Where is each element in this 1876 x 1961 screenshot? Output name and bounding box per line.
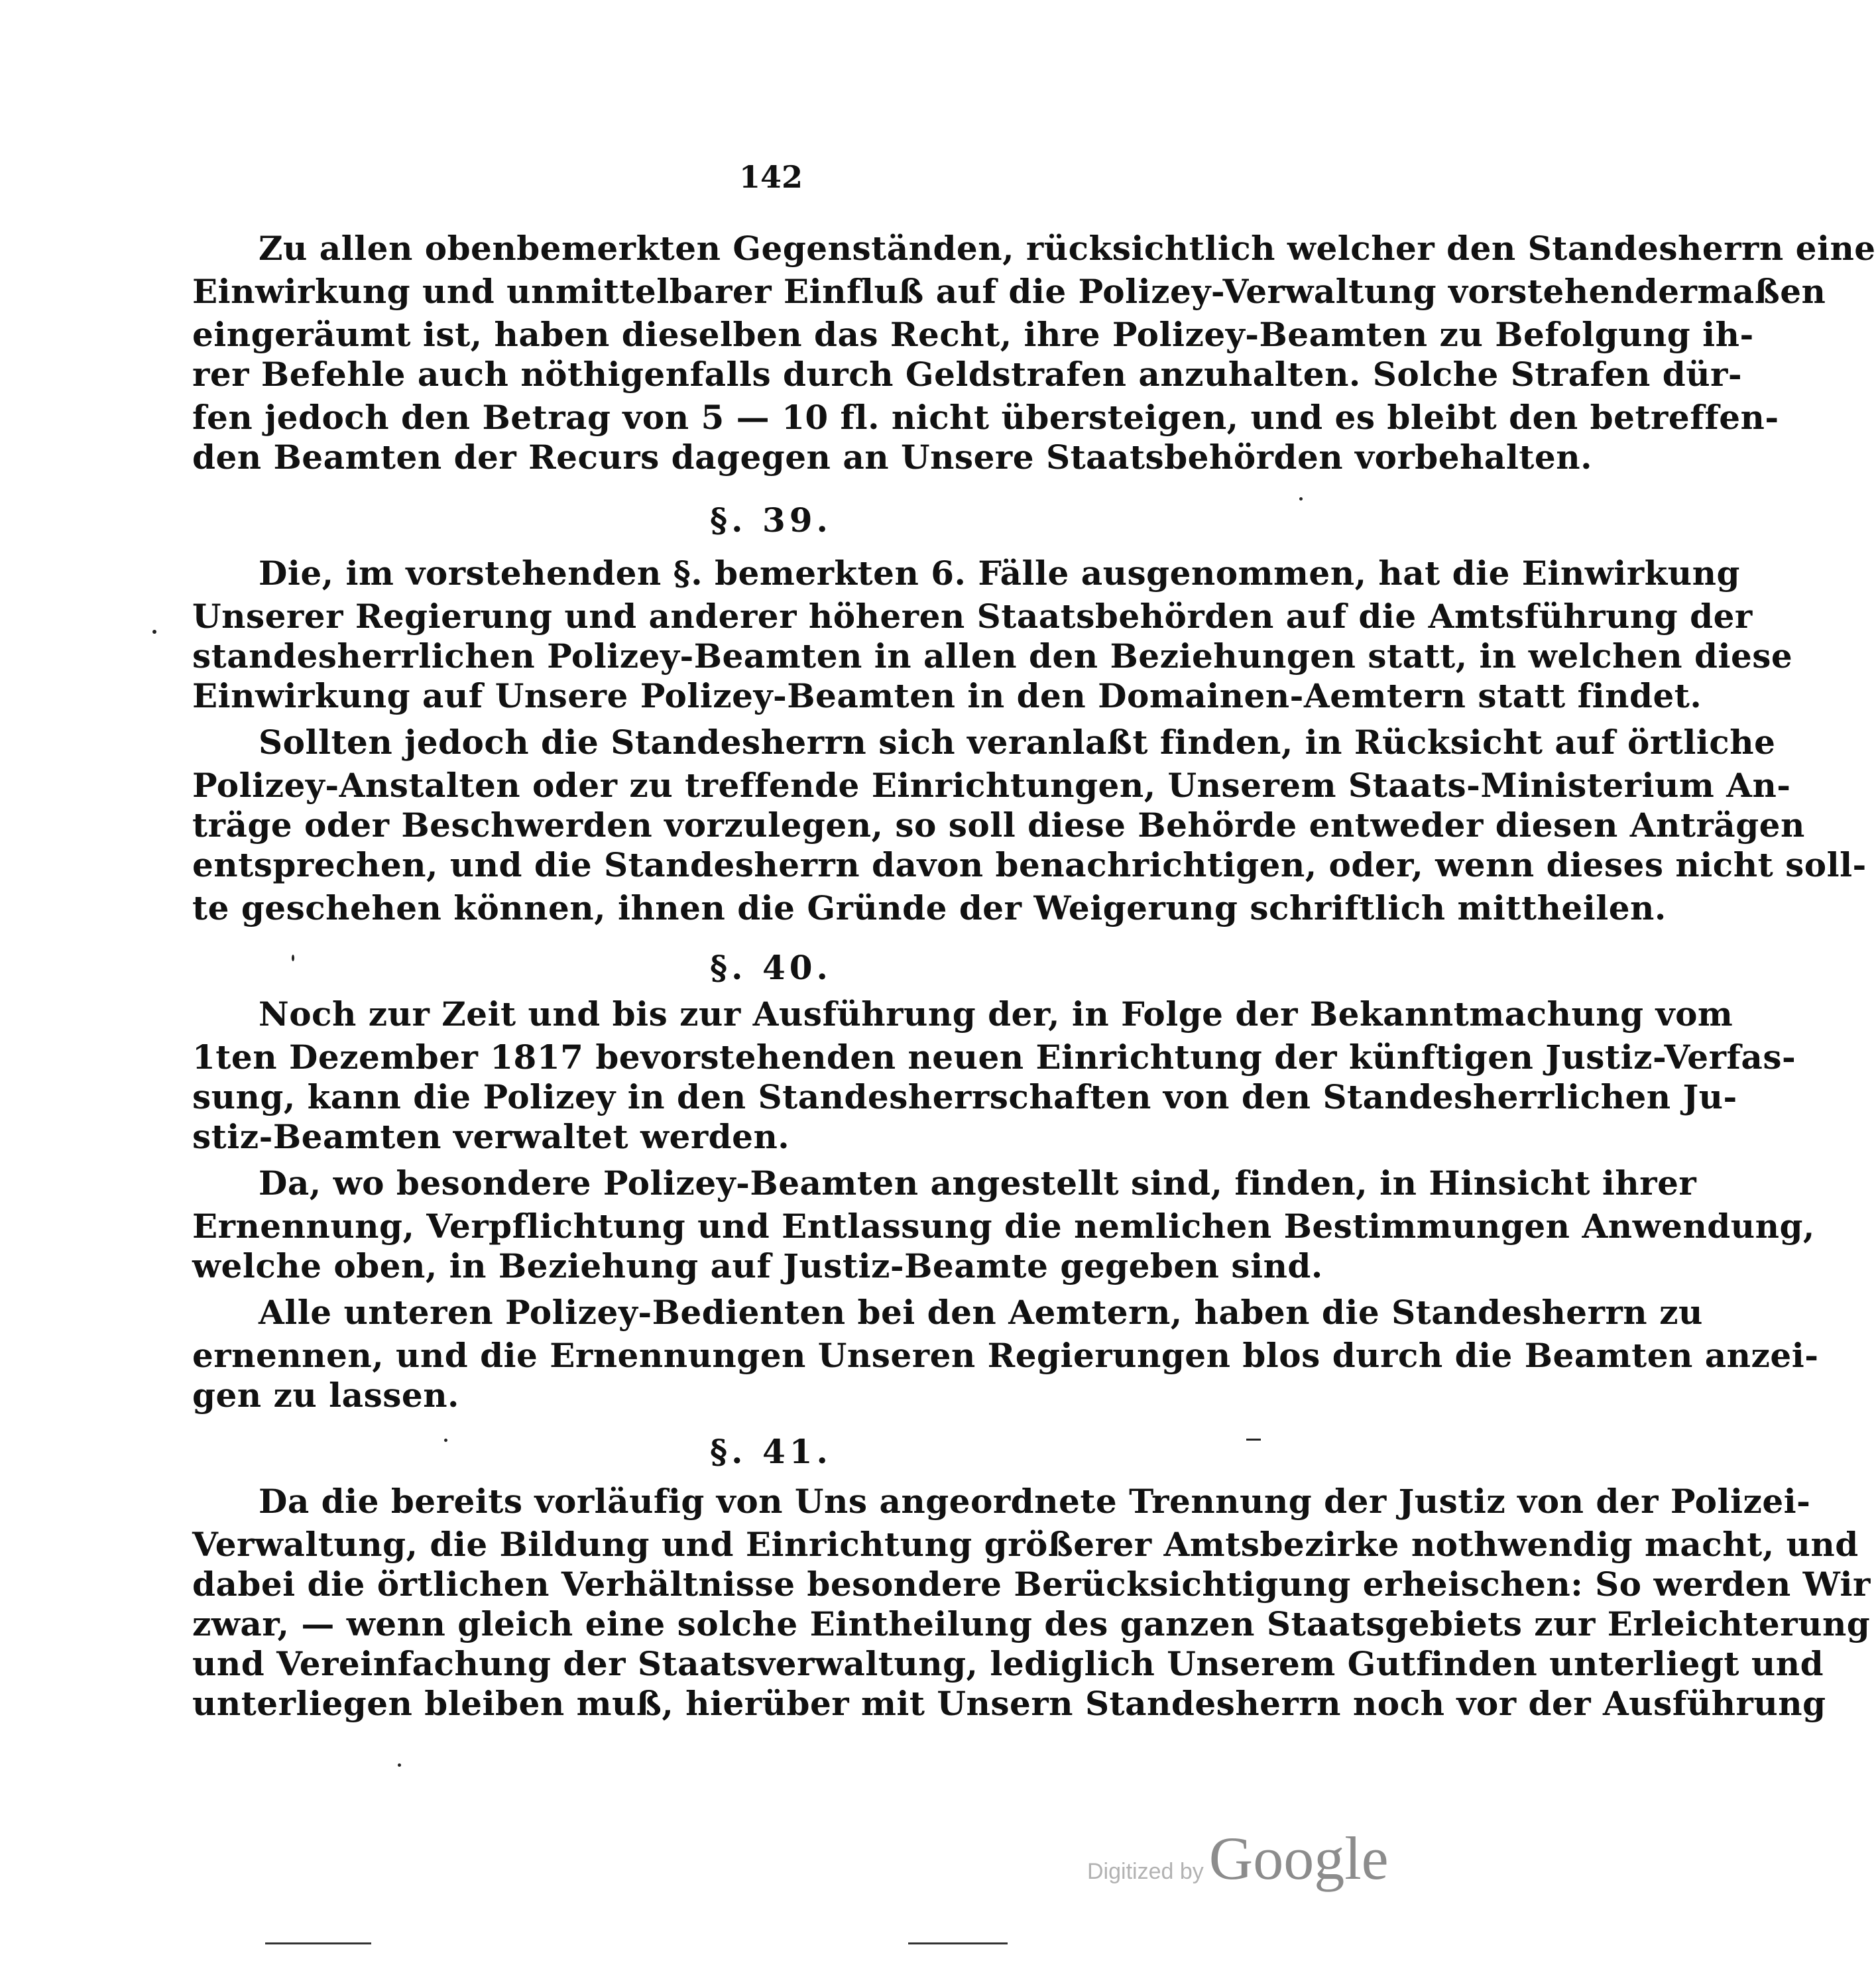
google-logo: Google — [1208, 1824, 1389, 1892]
page-edge-rule — [265, 1942, 371, 1944]
text-line: Polizey-Anstalten oder zu treffende Einrichtungen, Unserem Staats-Ministerium An- — [192, 766, 1791, 805]
text-line: Noch zur Zeit und bis zur Ausführung der, in Folge der Bekanntmachung vom — [259, 994, 1733, 1034]
text-line: dabei die örtlichen Verhältnisse besondere Berücksichtigung erheischen: So werden Wir — [192, 1565, 1871, 1604]
text-line: fen jedoch den Betrag von 5 — 10 fl. nicht übersteigen, und es bleibt den betreffen- — [192, 398, 1779, 437]
text-line: den Beamten der Recurs dagegen an Unsere Staatsbehörden vorbehalten. — [192, 438, 1592, 477]
text-line: unterliegen bleiben muß, hierüber mit Unsern Standesherrn noch vor der Ausführung — [192, 1684, 1826, 1723]
text-line: Einwirkung auf Unsere Polizey-Beamten in den Domainen-Aemtern statt findet. — [192, 676, 1702, 715]
text-line: welche oben, in Beziehung auf Justiz-Beamte gegeben sind. — [192, 1246, 1323, 1285]
scan-speck — [398, 1763, 401, 1767]
text-line: Verwaltung, die Bildung und Einrichtung größerer Amtsbezirke nothwendig macht, und — [192, 1525, 1859, 1564]
text-line: Sollten jedoch die Standesherrn sich veranlaßt finden, in Rücksicht auf örtliche — [259, 723, 1776, 762]
text-line: gen zu lassen. — [192, 1376, 459, 1415]
text-line: ernennen, und die Ernennungen Unseren Regierungen blos durch die Beamten anzei- — [192, 1336, 1819, 1375]
scan-speck — [152, 630, 156, 634]
scan-speck — [292, 955, 294, 961]
scan-speck — [444, 1439, 447, 1442]
text-line: Einwirkung und unmittelbarer Einfluß auf die Polizey-Verwaltung vorstehendermaßen — [192, 272, 1826, 311]
text-line: te geschehen können, ihnen die Gründe der Weigerung schriftlich mittheilen. — [192, 888, 1667, 927]
text-line: standesherrlichen Polizey-Beamten in allen den Beziehungen statt, in welchen diese — [192, 636, 1793, 676]
digitized-by-google-watermark — [1087, 1823, 1389, 1893]
text-line: Zu allen obenbemerkten Gegenständen, rücksichtlich welcher den Standesherrn eine — [259, 229, 1876, 268]
text-line: und Vereinfachung der Staatsverwaltung, lediglich Unserem Gutfinden unterliegt und — [192, 1644, 1824, 1683]
page-edge-rule — [908, 1942, 1008, 1944]
text-line: 1ten Dezember 1817 bevorstehenden neuen Einrichtung der künftigen Justiz-Verfas- — [192, 1038, 1796, 1077]
section-heading: §. 39. — [710, 501, 832, 540]
text-line: Unserer Regierung und anderer höheren Staatsbehörden auf die Amtsführung der — [192, 597, 1753, 636]
text-line: Alle unteren Polizey-Bedienten bei den Aemtern, haben die Standesherrn zu — [259, 1293, 1703, 1332]
text-line: stiz-Beamten verwaltet werden. — [192, 1117, 790, 1156]
text-line: zwar, — wenn gleich eine solche Eintheilung des ganzen Staatsgebiets zur Erleichterung — [192, 1604, 1871, 1643]
text-line: entsprechen, und die Standesherrn davon benachrichtigen, oder, wenn dieses nicht soll- — [192, 845, 1867, 884]
text-line: Da, wo besondere Polizey-Beamten angestellt sind, finden, in Hinsicht ihrer — [259, 1163, 1697, 1203]
section-heading: §. 40. — [710, 948, 832, 987]
page-number: 142 — [738, 159, 803, 195]
text-line: träge oder Beschwerden vorzulegen, so soll diese Behörde entweder diesen Anträgen — [192, 805, 1805, 845]
text-line: Die, im vorstehenden §. bemerkten 6. Fälle ausgenommen, hat die Einwirkung — [259, 554, 1740, 593]
scan-speck — [1246, 1439, 1261, 1441]
text-line: Ernennung, Verpflichtung und Entlassung die nemlichen Bestimmungen Anwendung, — [192, 1207, 1815, 1246]
scan-speck — [1299, 497, 1303, 501]
section-heading: §. 41. — [710, 1432, 832, 1471]
text-line: Da die bereits vorläufig von Uns angeordnete Trennung der Justiz von der Polizei- — [259, 1482, 1811, 1521]
text-line: sung, kann die Polizey in den Standesherrschaften von den Standesherrlichen Ju- — [192, 1077, 1737, 1116]
text-line: rer Befehle auch nöthigenfalls durch Geldstrafen anzuhalten. Solche Strafen dür- — [192, 355, 1743, 394]
text-line: eingeräumt ist, haben dieselben das Recht, ihre Polizey-Beamten zu Befolgung ih- — [192, 315, 1754, 354]
watermark-prefix: Digitized by — [1087, 1859, 1204, 1884]
